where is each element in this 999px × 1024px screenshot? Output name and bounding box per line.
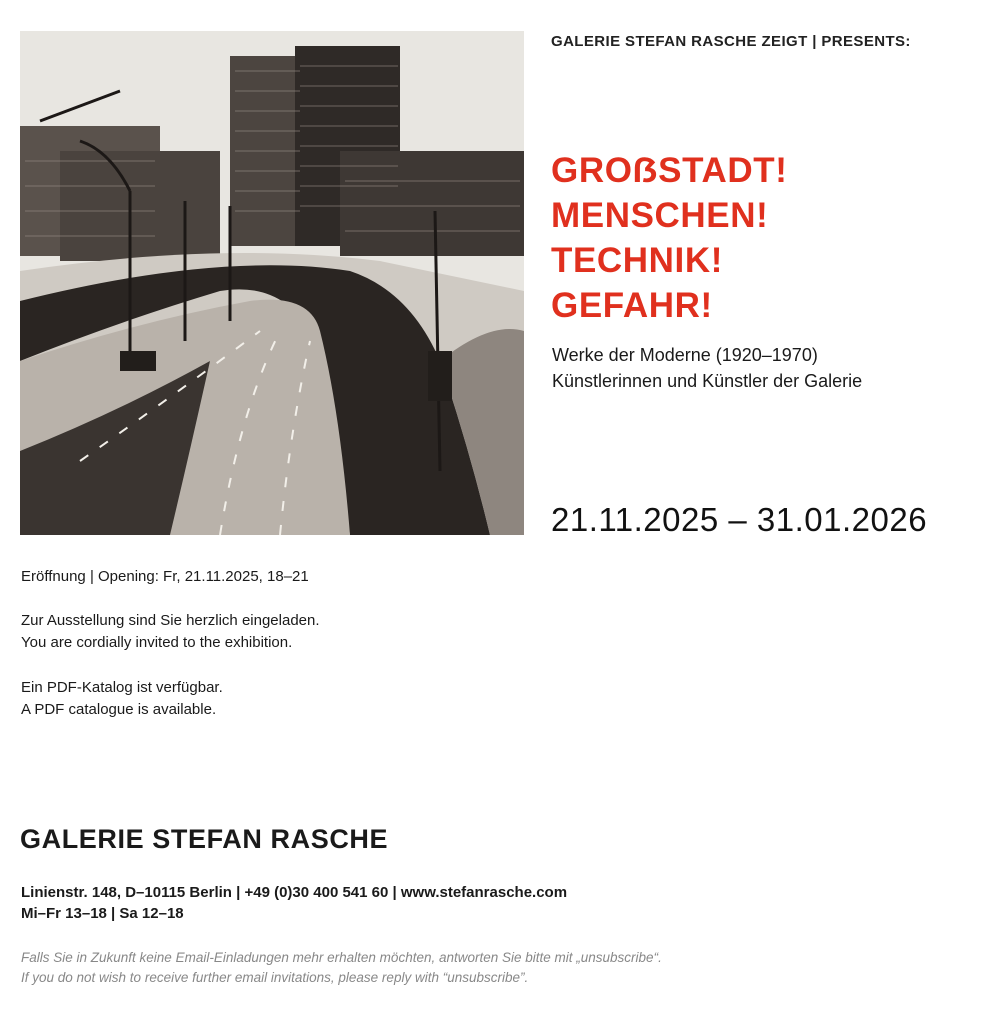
presents-heading: GALERIE STEFAN RASCHE ZEIGT | PRESENTS: [551, 33, 911, 50]
invitation-de: Zur Ausstellung sind Sie herzlich eingeladen. [21, 612, 320, 629]
catalog-notice [21, 677, 223, 721]
gallery-logo-text: GALERIE STEFAN RASCHE [20, 824, 389, 854]
subtitle-line-1: Werke der Moderne (1920–1970) [552, 345, 818, 365]
unsubscribe-en: If you do not wish to receive further email invitations, please reply with “unsubscribe”. [21, 970, 529, 985]
opening-text: Eröffnung | Opening: Fr, 21.11.2025, 18–21 [21, 568, 309, 585]
exhibition-dates: 21.11.2025 – 31.01.2026 [551, 501, 928, 538]
opening-hours: Mi–Fr 13–18 | Sa 12–18 [21, 905, 184, 922]
invitation-en: You are cordially invited to the exhibition. [21, 634, 293, 651]
unsubscribe-de: Falls Sie in Zukunft keine Email-Einladungen mehr erhalten möchten, antworten Sie bitte mit „unsubscribe“. [21, 950, 662, 965]
exhibition-title [551, 148, 787, 328]
subtitle-line-2: Künstlerinnen und Künstler der Galerie [552, 371, 863, 391]
exhibition-artwork-image [20, 31, 524, 535]
contact-address: Linienstr. 148, D–10115 Berlin | +49 (0)30 400 541 60 | www.stefanrasche.com [21, 884, 568, 901]
invitation-text [21, 610, 320, 654]
catalog-de: Ein PDF-Katalog ist verfügbar. [21, 679, 223, 696]
exhibition-subtitle [552, 342, 862, 394]
opening-info [21, 566, 309, 588]
title-line: GROẞSTADT! [551, 151, 788, 190]
unsubscribe-notice [21, 948, 662, 988]
gallery-contact [21, 882, 567, 924]
catalog-en: A PDF catalogue is available. [21, 701, 217, 718]
title-line: TECHNIK! [551, 241, 724, 280]
title-line: GEFAHR! [551, 286, 713, 325]
title-line: MENSCHEN! [551, 196, 769, 235]
